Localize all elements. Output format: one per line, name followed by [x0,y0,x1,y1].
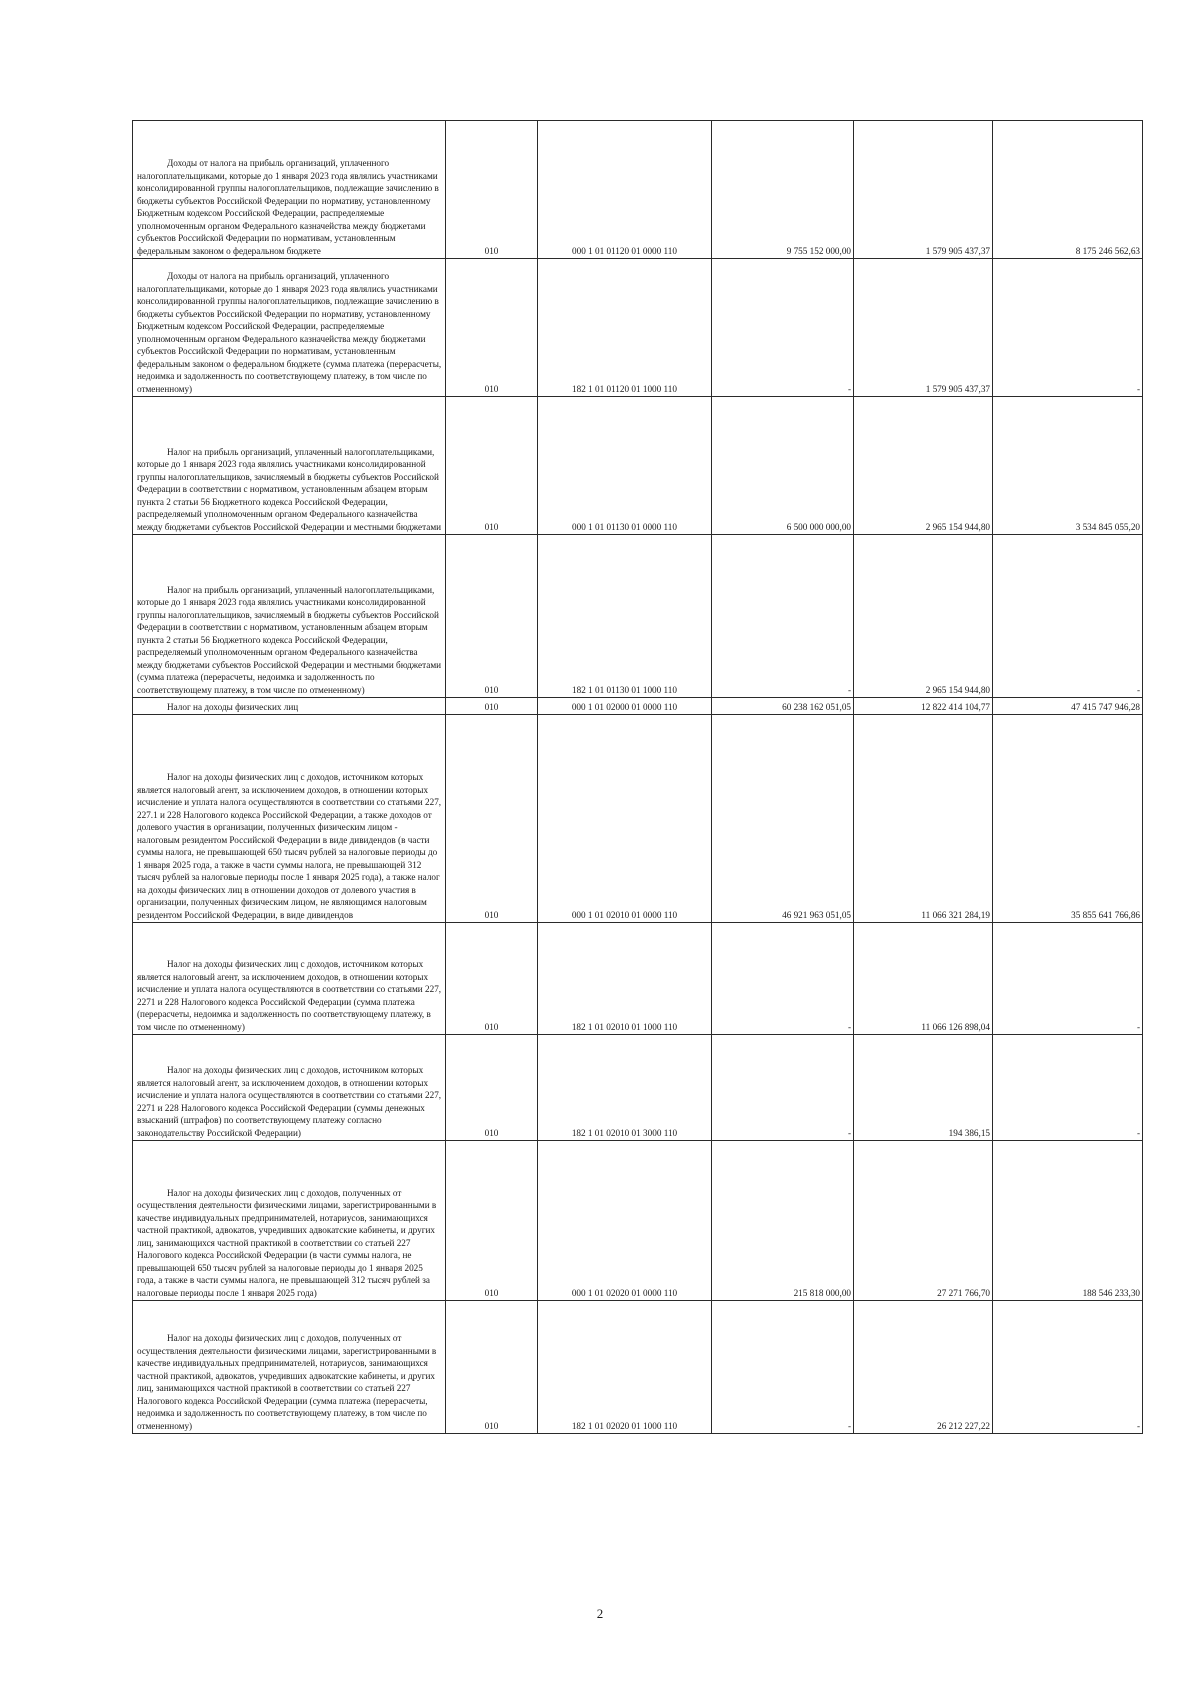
indicator-name-cell [133,397,446,535]
line-code-cell: 010 [446,1035,538,1141]
budget-classification-code-cell: 000 1 01 02000 01 0000 110 [538,698,712,715]
table-row [133,1141,1143,1301]
unexecuted-amount-cell: 35 855 641 766,86 [993,715,1143,923]
executed-amount-cell: 1 579 905 437,37 [854,121,993,259]
indicator-name-text: Налог на доходы физических лиц с доходов, полученных от осуществления деятельности физическими лицами, зарегистрированными в качестве индивидуальных предпринимателей, нотариусов, занимающихся частной практикой, адвокатов, учредивших адвокатские кабинеты, и других лиц, занимающихся частной практикой в соответствии со статьей 227 Налогового кодекса Российской Федерации (в части суммы налога, не превышающей 650 тысяч рублей за налоговые периоды до 1 января 2025 года, а также в части суммы налога, не превышающей 312 тысяч рублей за налоговые периоды после 1 января 2025 года) [137,1187,437,1298]
line-code-cell: 010 [446,715,538,923]
table-row [133,698,1143,715]
indicator-name-cell [133,923,446,1035]
table-row [133,1035,1143,1141]
table-row [133,535,1143,698]
budget-classification-code-cell: 182 1 01 01130 01 1000 110 [538,535,712,698]
table-row [133,923,1143,1035]
unexecuted-amount-cell: - [993,1035,1143,1141]
approved-amount-cell: - [712,259,854,397]
indicator-name-text: Доходы от налога на прибыль организаций, уплаченного налогоплательщиками, которые до 1 января 2023 года являлись участниками консолидированной группы налогоплательщиков, подлежащие зачислению в бюджеты субъектов Российской Федерации по нормативу, установленному Бюджетным кодексом Российской Федерации, распределяемые уполномоченным органом Федерального казначейства между бюджетами субъектов Российской Федерации по нормативам, установленным федеральным законом о федеральном бюджете [137,158,439,256]
unexecuted-amount-cell: - [993,923,1143,1035]
approved-amount-cell: - [712,535,854,698]
indicator-name-cell [133,259,446,397]
line-code-cell: 010 [446,1141,538,1301]
approved-amount-cell: - [712,923,854,1035]
indicator-name-text: Налог на прибыль организаций, уплаченный налогоплательщиками, которые до 1 января 2023 года являлись участниками консолидированной группы налогоплательщиков, зачисляемый в бюджеты субъектов Российской Федерации в соответствии с нормативом, установленным абзацем вторым пункта 2 статьи 56 Бюджетного кодекса Российской Федерации, распределяемый уполномоченным органом Федерального казначейства между бюджетами субъектов Российской Федерации и местными бюджетами (сумма платежа (перерасчеты, недоимка и задолженность по соответствующему платежу, в том числе по отмененному) [137,584,442,695]
indicator-name-cell [133,1301,446,1434]
unexecuted-amount-cell: - [993,535,1143,698]
executed-amount-cell: 26 212 227,22 [854,1301,993,1434]
executed-amount-cell: 11 066 321 284,19 [854,715,993,923]
approved-amount-cell: - [712,1035,854,1141]
unexecuted-amount-cell: - [993,259,1143,397]
approved-amount-cell: 60 238 162 051,05 [712,698,854,715]
executed-amount-cell: 1 579 905 437,37 [854,259,993,397]
table-row [133,397,1143,535]
approved-amount-cell: 215 818 000,00 [712,1141,854,1301]
indicator-name-cell [133,1141,446,1301]
revenue-table [132,120,1143,1434]
unexecuted-amount-cell: 8 175 246 562,63 [993,121,1143,259]
line-code-cell: 010 [446,397,538,535]
indicator-name-cell [133,121,446,259]
indicator-name-cell [133,715,446,923]
budget-classification-code-cell: 000 1 01 02010 01 0000 110 [538,715,712,923]
budget-classification-code-cell: 000 1 01 01120 01 0000 110 [538,121,712,259]
approved-amount-cell: 46 921 963 051,05 [712,715,854,923]
budget-classification-code-cell: 182 1 01 02010 01 3000 110 [538,1035,712,1141]
budget-classification-code-cell: 182 1 01 01120 01 1000 110 [538,259,712,397]
indicator-name-text: Налог на доходы физических лиц с доходов, источником которых является налоговый агент, за исключением доходов, в отношении которых исчисление и уплата налога осуществляются в соответствии со статьями 227, 2271 и 228 Налогового кодекса Российской Федерации (суммы денежных взысканий (штрафов) по соответствующему платежу согласно законодательству Российской Федерации) [137,1065,442,1138]
line-code-cell: 010 [446,698,538,715]
unexecuted-amount-cell: 188 546 233,30 [993,1141,1143,1301]
indicator-name-text: Налог на прибыль организаций, уплаченный налогоплательщиками, которые до 1 января 2023 года являлись участниками консолидированной группы налогоплательщиков, зачисляемый в бюджеты субъектов Российской Федерации в соответствии с нормативом, установленным абзацем вторым пункта 2 статьи 56 Бюджетного кодекса Российской Федерации, распределяемый уполномоченным органом Федерального казначейства между бюджетами субъектов Российской Федерации и местными бюджетами [137,446,442,532]
page-number: 2 [596,1606,604,1621]
budget-classification-code-cell: 182 1 01 02010 01 1000 110 [538,923,712,1035]
budget-classification-code-cell: 000 1 01 02020 01 0000 110 [538,1141,712,1301]
line-code-cell: 010 [446,259,538,397]
line-code-cell: 010 [446,923,538,1035]
unexecuted-amount-cell: 3 534 845 055,20 [993,397,1143,535]
indicator-name-text: Доходы от налога на прибыль организаций, уплаченного налогоплательщиками, которые до 1 января 2023 года являлись участниками консолидированной группы налогоплательщиков, подлежащие зачислению в бюджеты субъектов Российской Федерации по нормативу, установленному Бюджетным кодексом Российской Федерации, распределяемые уполномоченным органом Федерального казначейства между бюджетами субъектов Российской Федерации по нормативам, установленным федеральным законом о федеральном бюджете (сумма платежа (перерасчеты, недоимка и задолженность по соответствующему платежу, в том числе по отмененному) [137,271,442,394]
approved-amount-cell: 6 500 000 000,00 [712,397,854,535]
indicator-name-text: Налог на доходы физических лиц [167,701,299,712]
budget-classification-code-cell: 182 1 01 02020 01 1000 110 [538,1301,712,1434]
indicator-name-text: Налог на доходы физических лиц с доходов, источником которых является налоговый агент, за исключением доходов, в отношении которых исчисление и уплата налога осуществляются в соответствии со статьями 227, 227.1 и 228 Налогового кодекса Российской Федерации, а также доходов от долевого участия в организации, полученных физическим лицом - налоговым резидентом Российской Федерации в виде дивидендов (в части суммы налога, не превышающей 650 тысяч рублей за налоговые периоды до 1 января 2025 года, а также в части суммы налога, не превышающей 312 тысяч рублей за налоговые периоды после 1 января 2025 года), а также налог на доходы физических лиц в отношении доходов от долевого участия в организации, полученных физическим лицом, не являющимся налоговым резидентом Российской Федерации, в виде дивидендов [137,772,442,920]
indicator-name-text: Налог на доходы физических лиц с доходов, источником которых является налоговый агент, за исключением доходов, в отношении которых исчисление и уплата налога осуществляются в соответствии со статьями 227, 2271 и 228 Налогового кодекса Российской Федерации (сумма платежа (перерасчеты, недоимка и задолженность по соответствующему платежу, в том числе по отмененному) [137,959,442,1032]
executed-amount-cell: 2 965 154 944,80 [854,535,993,698]
line-code-cell: 010 [446,535,538,698]
table-row [133,259,1143,397]
indicator-name-cell [133,698,446,715]
executed-amount-cell: 12 822 414 104,77 [854,698,993,715]
approved-amount-cell: - [712,1301,854,1434]
indicator-name-cell [133,1035,446,1141]
unexecuted-amount-cell: - [993,1301,1143,1434]
unexecuted-amount-cell: 47 415 747 946,28 [993,698,1143,715]
executed-amount-cell: 2 965 154 944,80 [854,397,993,535]
budget-classification-code-cell: 000 1 01 01130 01 0000 110 [538,397,712,535]
executed-amount-cell: 27 271 766,70 [854,1141,993,1301]
table-row [133,715,1143,923]
table-row [133,1301,1143,1434]
executed-amount-cell: 194 386,15 [854,1035,993,1141]
indicator-name-cell [133,535,446,698]
table-row [133,121,1143,259]
line-code-cell: 010 [446,121,538,259]
approved-amount-cell: 9 755 152 000,00 [712,121,854,259]
executed-amount-cell: 11 066 126 898,04 [854,923,993,1035]
indicator-name-text: Налог на доходы физических лиц с доходов, полученных от осуществления деятельности физическими лицами, зарегистрированными в качестве индивидуальных предпринимателей, нотариусов, занимающихся частной практикой, адвокатов, учредивших адвокатские кабинеты, и других лиц, занимающихся частной практикой в соответствии со статьей 227 Налогового кодекса Российской Федерации (сумма платежа (перерасчеты, недоимка и задолженность по соответствующему платежу, в том числе по отмененному) [137,1333,437,1431]
line-code-cell: 010 [446,1301,538,1434]
